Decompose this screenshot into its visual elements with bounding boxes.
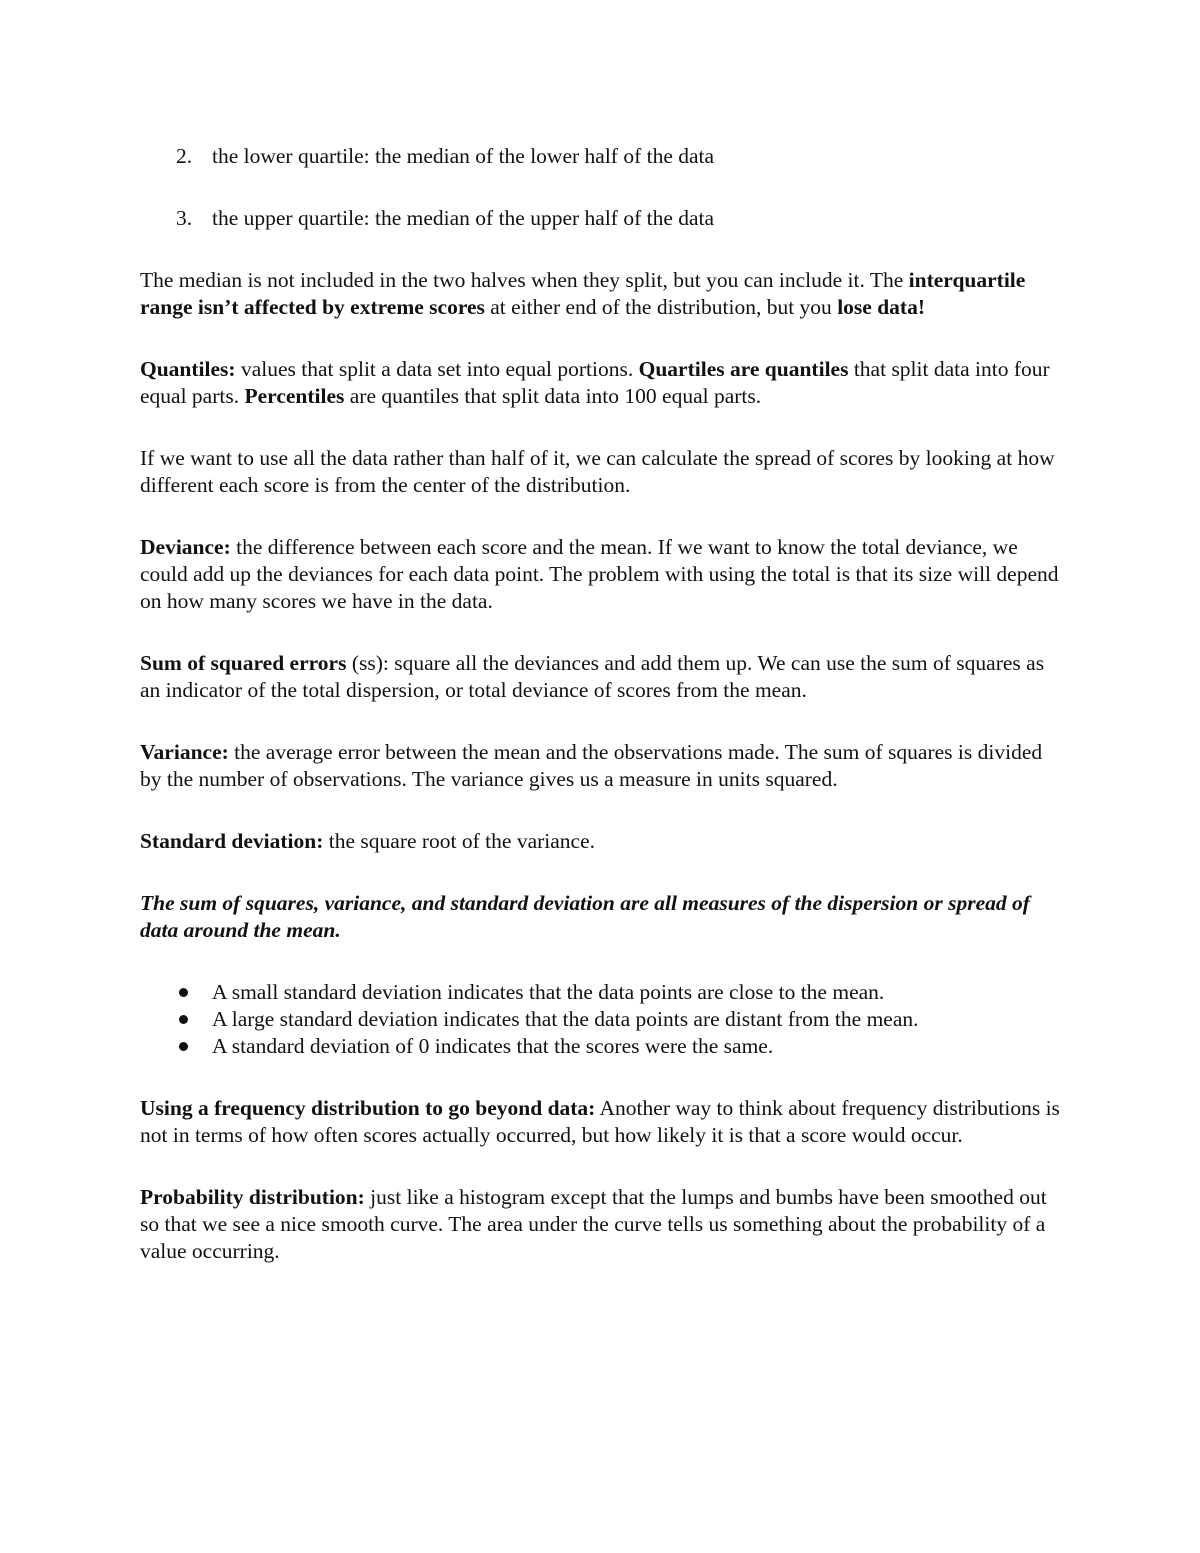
list-item-text: A standard deviation of 0 indicates that the scores were the same. <box>212 1034 774 1058</box>
term-deviance: Deviance: <box>140 535 231 559</box>
list-item <box>140 1006 1060 1033</box>
probability-distribution-paragraph <box>140 1184 1060 1265</box>
text-run: the square root of the variance. <box>323 829 596 853</box>
text-run: are quantiles that split data into 100 equal parts. <box>344 384 762 408</box>
list-item-text: the upper quartile: the median of the upper half of the data <box>212 206 715 230</box>
bullet-icon <box>179 1015 188 1024</box>
median-paragraph <box>140 267 1060 321</box>
term-standard-deviation: Standard deviation: <box>140 829 324 853</box>
term-frequency-distribution: Using a frequency distribution to go beyond data: <box>140 1096 596 1120</box>
sum-of-squares-paragraph <box>140 650 1060 704</box>
text-run: Another way to think about frequency distributions is not in terms of how often scores actually occurred, but how likely it is that a score would occur. <box>140 1096 1060 1147</box>
text-run: The median is not included in the two halves when they split, but you can include it. The <box>140 268 909 292</box>
text-run: the difference between each score and the mean. If we want to know the total deviance, we could add up the deviances for each data point. The problem with using the total is that its size will depend on how many scores we have in the data. <box>140 535 1059 613</box>
bold-run: interquartile range isn’t affected by extreme scores <box>140 268 1026 319</box>
bullet-icon <box>179 1042 188 1051</box>
document-body <box>140 143 1060 1300</box>
list-item <box>140 979 1060 1006</box>
list-item <box>140 143 1060 170</box>
list-item <box>140 205 1060 232</box>
frequency-distribution-paragraph <box>140 1095 1060 1149</box>
term-percentiles: Percentiles <box>244 384 345 408</box>
bullet-icon <box>179 988 188 997</box>
list-item-text: the lower quartile: the median of the lower half of the data <box>212 144 715 168</box>
list-item-text: A small standard deviation indicates that the data points are close to the mean. <box>212 980 885 1004</box>
emphasis-paragraph: The sum of squares, variance, and standard deviation are all measures of the dispersion or spread of data around the mean. <box>140 891 1030 942</box>
quantiles-paragraph <box>140 356 1060 410</box>
term-probability-distribution: Probability distribution: <box>140 1185 365 1209</box>
bold-run: lose data! <box>837 295 925 319</box>
standard-deviation-paragraph <box>140 828 1060 855</box>
deviance-paragraph <box>140 534 1060 615</box>
text-run: just like a histogram except that the lumps and bumbs have been smoothed out so that we see a nice smooth curve. The area under the curve tells us something about the probability of a value occurring. <box>140 1185 1047 1263</box>
bullet-list <box>140 979 1060 1060</box>
variance-paragraph <box>140 739 1060 793</box>
numbered-list <box>140 143 1060 232</box>
text-run: (ss): square all the deviances and add them up. We can use the sum of squares as an indicator of the total dispersion, or total deviance of scores from the mean. <box>140 651 1045 702</box>
list-number: 2. <box>176 144 193 168</box>
list-number: 3. <box>176 206 193 230</box>
term-variance: Variance: <box>140 740 229 764</box>
list-item-text: A large standard deviation indicates that the data points are distant from the mean. <box>212 1007 919 1031</box>
term-sum-of-squared-errors: Sum of squared errors <box>140 651 347 675</box>
text-run: the average error between the mean and the observations made. The sum of squares is divided by the number of observations. The variance gives us a measure in units squared. <box>140 740 1043 791</box>
text-run: at either end of the distribution, but you <box>484 295 838 319</box>
spread-paragraph: If we want to use all the data rather than half of it, we can calculate the spread of scores by looking at how different each score is from the center of the distribution. <box>140 446 1055 497</box>
term-quartiles: Quartiles are quantiles <box>638 357 849 381</box>
text-run: that split data into four equal parts. <box>140 357 1050 408</box>
list-item <box>140 1033 1060 1060</box>
text-run: values that split a data set into equal portions. <box>235 357 639 381</box>
term-quantiles: Quantiles: <box>140 357 236 381</box>
